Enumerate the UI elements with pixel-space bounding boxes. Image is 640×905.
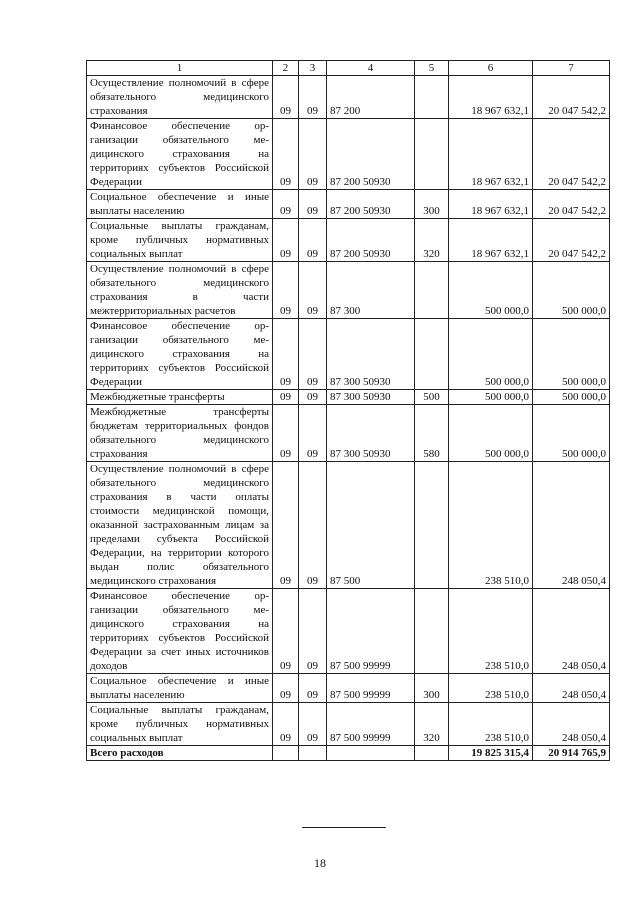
- section-code-cell: 09: [273, 589, 299, 674]
- table-row: [87, 589, 610, 674]
- section-code-cell: 09: [273, 462, 299, 589]
- amount-year1-cell: 500 000,0: [449, 390, 533, 405]
- page-number: 18: [314, 856, 326, 870]
- amount-year1-cell: 238 510,0: [449, 703, 533, 746]
- row-name-cell: Осуществление полномочий в сфере обязательного медицинского страхования в части оплаты стоимости медицинской помощи, оказанной застрахованным лицам за пределами субъекта Российской Федерации, на территории которого выдан полис обязательного медицинского страхования: [87, 462, 273, 589]
- amount-year2-cell: 500 000,0: [533, 390, 610, 405]
- table-row: [87, 190, 610, 219]
- amount-year1-cell: 238 510,0: [449, 674, 533, 703]
- amount-year2-cell: 248 050,4: [533, 674, 610, 703]
- table-cell: [273, 746, 299, 761]
- expense-type-cell: 500: [415, 390, 449, 405]
- target-article-cell: 87 500: [327, 462, 415, 589]
- section-code-cell: 09: [273, 76, 299, 119]
- section-code-cell: 09: [273, 190, 299, 219]
- amount-year1-cell: 238 510,0: [449, 589, 533, 674]
- expense-type-cell: 300: [415, 674, 449, 703]
- column-header: 5: [415, 61, 449, 76]
- subsection-code-cell: 09: [299, 190, 327, 219]
- table-row: [87, 674, 610, 703]
- target-article-cell: 87 200 50930: [327, 190, 415, 219]
- target-article-cell: 87 500 99999: [327, 703, 415, 746]
- section-code-cell: 09: [273, 262, 299, 319]
- subsection-code-cell: 09: [299, 219, 327, 262]
- section-code-cell: 09: [273, 674, 299, 703]
- amount-year2-cell: 248 050,4: [533, 589, 610, 674]
- expense-type-cell: [415, 262, 449, 319]
- target-article-cell: 87 300: [327, 262, 415, 319]
- subsection-code-cell: 09: [299, 76, 327, 119]
- subsection-code-cell: 09: [299, 390, 327, 405]
- row-name-cell: Осуществление полномочий в сфере обязательного медицинского страхования в части межтерриториальных расчетов: [87, 262, 273, 319]
- amount-year2-cell: 20 047 542,2: [533, 119, 610, 190]
- subsection-code-cell: 09: [299, 405, 327, 462]
- section-code-cell: 09: [273, 319, 299, 390]
- subsection-code-cell: 09: [299, 119, 327, 190]
- amount-year1-cell: 18 967 632,1: [449, 219, 533, 262]
- amount-year1-cell: 18 967 632,1: [449, 190, 533, 219]
- footnote-divider: [302, 827, 386, 828]
- amount-year2-cell: 500 000,0: [533, 405, 610, 462]
- section-code-cell: 09: [273, 703, 299, 746]
- budget-expenditure-table: [86, 60, 610, 761]
- row-name-cell: Социальные выплаты гражданам, кроме публичных нормативных социальных выплат: [87, 219, 273, 262]
- table-row: [87, 219, 610, 262]
- total-label: Всего расходов: [87, 746, 273, 761]
- expense-type-cell: 580: [415, 405, 449, 462]
- column-header: 1: [87, 61, 273, 76]
- subsection-code-cell: 09: [299, 462, 327, 589]
- amount-year1-cell: 18 967 632,1: [449, 76, 533, 119]
- column-header: 4: [327, 61, 415, 76]
- row-name-cell: Социальное обеспечение и иные выплаты населению: [87, 190, 273, 219]
- subsection-code-cell: 09: [299, 319, 327, 390]
- expense-type-cell: [415, 76, 449, 119]
- amount-year1-cell: 500 000,0: [449, 319, 533, 390]
- target-article-cell: 87 300 50930: [327, 319, 415, 390]
- target-article-cell: 87 300 50930: [327, 405, 415, 462]
- section-code-cell: 09: [273, 390, 299, 405]
- section-code-cell: 09: [273, 405, 299, 462]
- total-row: [87, 746, 610, 761]
- amount-year2-cell: 248 050,4: [533, 462, 610, 589]
- expense-type-cell: [415, 319, 449, 390]
- table-cell: [327, 746, 415, 761]
- table-row: [87, 462, 610, 589]
- section-code-cell: 09: [273, 119, 299, 190]
- table-row: [87, 319, 610, 390]
- row-name-cell: Финансовое обеспечение организации обязательного медицинского страхования на территориях субъектов Российской Федерации: [87, 119, 273, 190]
- table-row: [87, 390, 610, 405]
- total-value-col6: 19 825 315,4: [449, 746, 533, 761]
- row-name-cell: Межбюджетные трансферты: [87, 390, 273, 405]
- amount-year2-cell: 20 047 542,2: [533, 76, 610, 119]
- row-name-cell: Финансовое обеспечение организации обязательного медицинского страхования на территориях субъектов Российской Федерации: [87, 319, 273, 390]
- amount-year1-cell: 500 000,0: [449, 262, 533, 319]
- subsection-code-cell: 09: [299, 703, 327, 746]
- table-cell: [299, 746, 327, 761]
- expense-type-cell: 320: [415, 219, 449, 262]
- row-name-cell: Межбюджетные трансферты бюджетам территориальных фондов обязательного медицинского страхования: [87, 405, 273, 462]
- section-code-cell: 09: [273, 219, 299, 262]
- target-article-cell: 87 500 99999: [327, 589, 415, 674]
- row-name-cell: Социальные выплаты гражданам, кроме публичных нормативных социальных выплат: [87, 703, 273, 746]
- total-value-col7: 20 914 765,9: [533, 746, 610, 761]
- table-cell: [415, 746, 449, 761]
- row-name-cell: Финансовое обеспечение организации обязательного медицинского страхования на территориях субъектов Российской Федерации за счет иных источников доходов: [87, 589, 273, 674]
- target-article-cell: 87 200 50930: [327, 219, 415, 262]
- row-name-cell: Осуществление полномочий в сфере обязательного медицинского страхования: [87, 76, 273, 119]
- expense-type-cell: [415, 119, 449, 190]
- amount-year2-cell: 500 000,0: [533, 262, 610, 319]
- amount-year2-cell: 500 000,0: [533, 319, 610, 390]
- expense-type-cell: 320: [415, 703, 449, 746]
- expense-type-cell: [415, 462, 449, 589]
- target-article-cell: 87 300 50930: [327, 390, 415, 405]
- column-header: 7: [533, 61, 610, 76]
- expense-type-cell: 300: [415, 190, 449, 219]
- table-row: [87, 405, 610, 462]
- table-row: [87, 76, 610, 119]
- table-body: [87, 76, 610, 746]
- column-header: 6: [449, 61, 533, 76]
- column-numbers-header: [87, 61, 610, 76]
- target-article-cell: 87 200 50930: [327, 119, 415, 190]
- amount-year1-cell: 500 000,0: [449, 405, 533, 462]
- target-article-cell: 87 200: [327, 76, 415, 119]
- subsection-code-cell: 09: [299, 589, 327, 674]
- amount-year2-cell: 20 047 542,2: [533, 219, 610, 262]
- amount-year2-cell: 248 050,4: [533, 703, 610, 746]
- subsection-code-cell: 09: [299, 262, 327, 319]
- amount-year1-cell: 18 967 632,1: [449, 119, 533, 190]
- column-header: 2: [273, 61, 299, 76]
- table-row: [87, 119, 610, 190]
- subsection-code-cell: 09: [299, 674, 327, 703]
- amount-year2-cell: 20 047 542,2: [533, 190, 610, 219]
- row-name-cell: Социальное обеспечение и иные выплаты населению: [87, 674, 273, 703]
- column-header: 3: [299, 61, 327, 76]
- amount-year1-cell: 238 510,0: [449, 462, 533, 589]
- target-article-cell: 87 500 99999: [327, 674, 415, 703]
- table-row: [87, 262, 610, 319]
- table-row: [87, 703, 610, 746]
- expense-type-cell: [415, 589, 449, 674]
